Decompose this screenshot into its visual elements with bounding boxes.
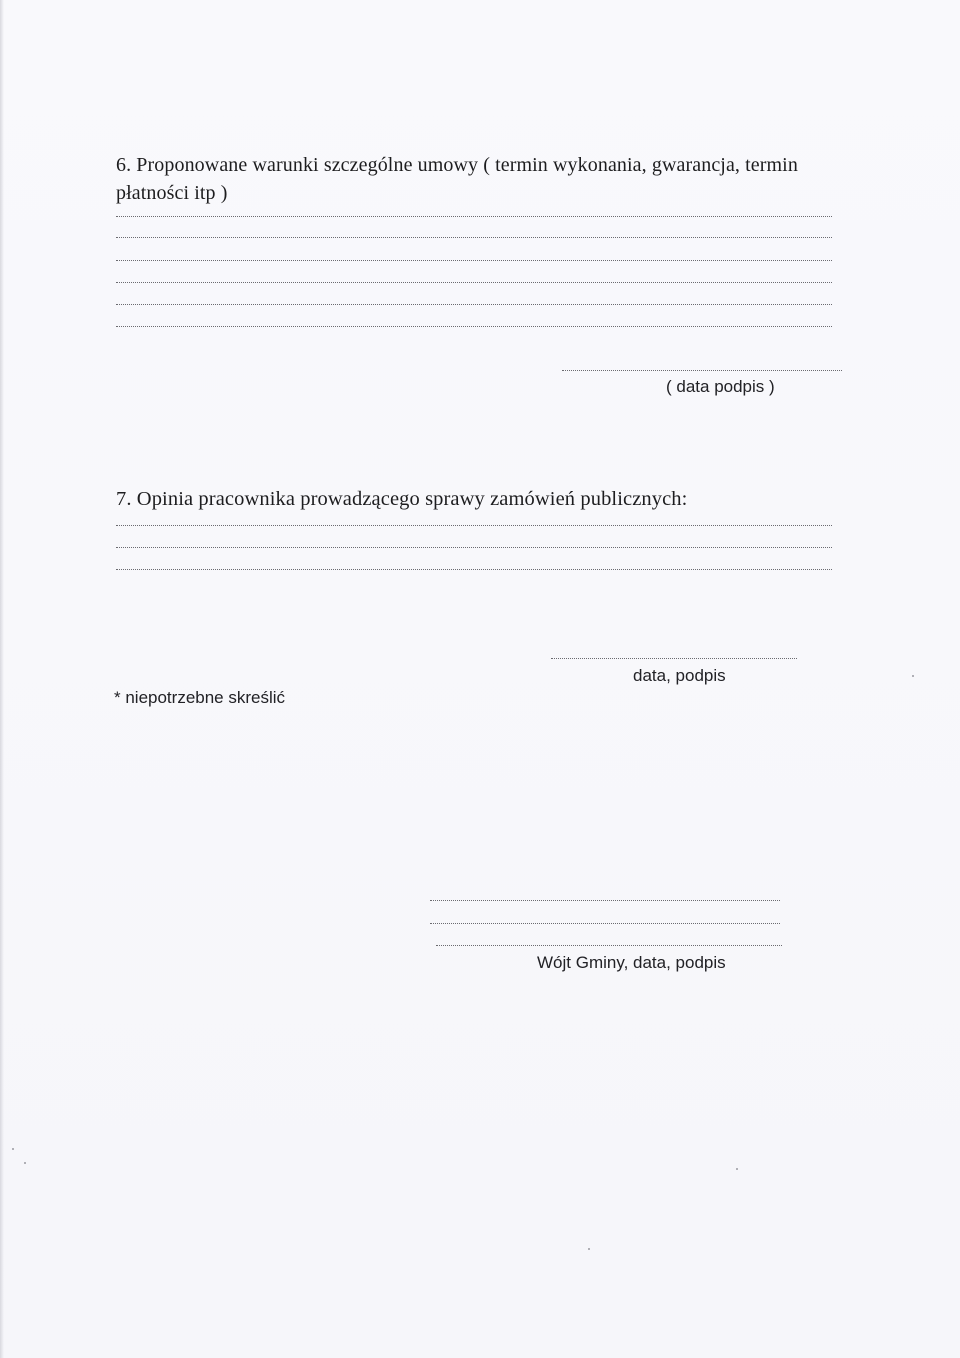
section-6-signature-line[interactable]: [562, 370, 842, 371]
page-edge-shadow: [0, 0, 4, 1358]
section-7-fill-line-3[interactable]: [116, 569, 832, 570]
section-6-signature-caption: ( data podpis ): [666, 377, 775, 396]
section-6-fill-line-5[interactable]: [116, 304, 832, 305]
section-6-fill-line-4[interactable]: [116, 282, 832, 283]
section-7-fill-line-2[interactable]: [116, 547, 832, 548]
section-6-fill-line-1[interactable]: [116, 216, 832, 217]
section-7-signature-caption: data, podpis: [633, 666, 726, 685]
paper-speck: [736, 1168, 738, 1170]
paper-speck: [12, 1148, 14, 1150]
paper-speck: [912, 675, 914, 677]
section-7-signature-line[interactable]: [551, 658, 797, 659]
paper-speck: [588, 1248, 590, 1250]
section-6-heading-line-2: płatności itp ): [116, 182, 228, 204]
paper-speck: [24, 1162, 26, 1164]
section-6-fill-line-2[interactable]: [116, 237, 832, 238]
section-7-fill-line-1[interactable]: [116, 525, 832, 526]
section-6-fill-line-3[interactable]: [116, 260, 832, 261]
section-6-fill-line-6[interactable]: [116, 326, 832, 327]
section-6-heading: [116, 151, 798, 207]
section-7-heading: 7. Opinia pracownika prowadzącego sprawy zamówień publicznych:: [116, 488, 688, 510]
final-signature-line-3[interactable]: [436, 945, 782, 946]
final-signature-caption: Wójt Gminy, data, podpis: [537, 953, 726, 972]
section-6-heading-line-1: 6. Proponowane warunki szczególne umowy ( termin wykonania, gwarancja, termin: [116, 154, 798, 176]
final-signature-line-2[interactable]: [430, 923, 780, 924]
footnote: * niepotrzebne skreślić: [114, 688, 286, 707]
final-signature-line-1[interactable]: [430, 900, 780, 901]
